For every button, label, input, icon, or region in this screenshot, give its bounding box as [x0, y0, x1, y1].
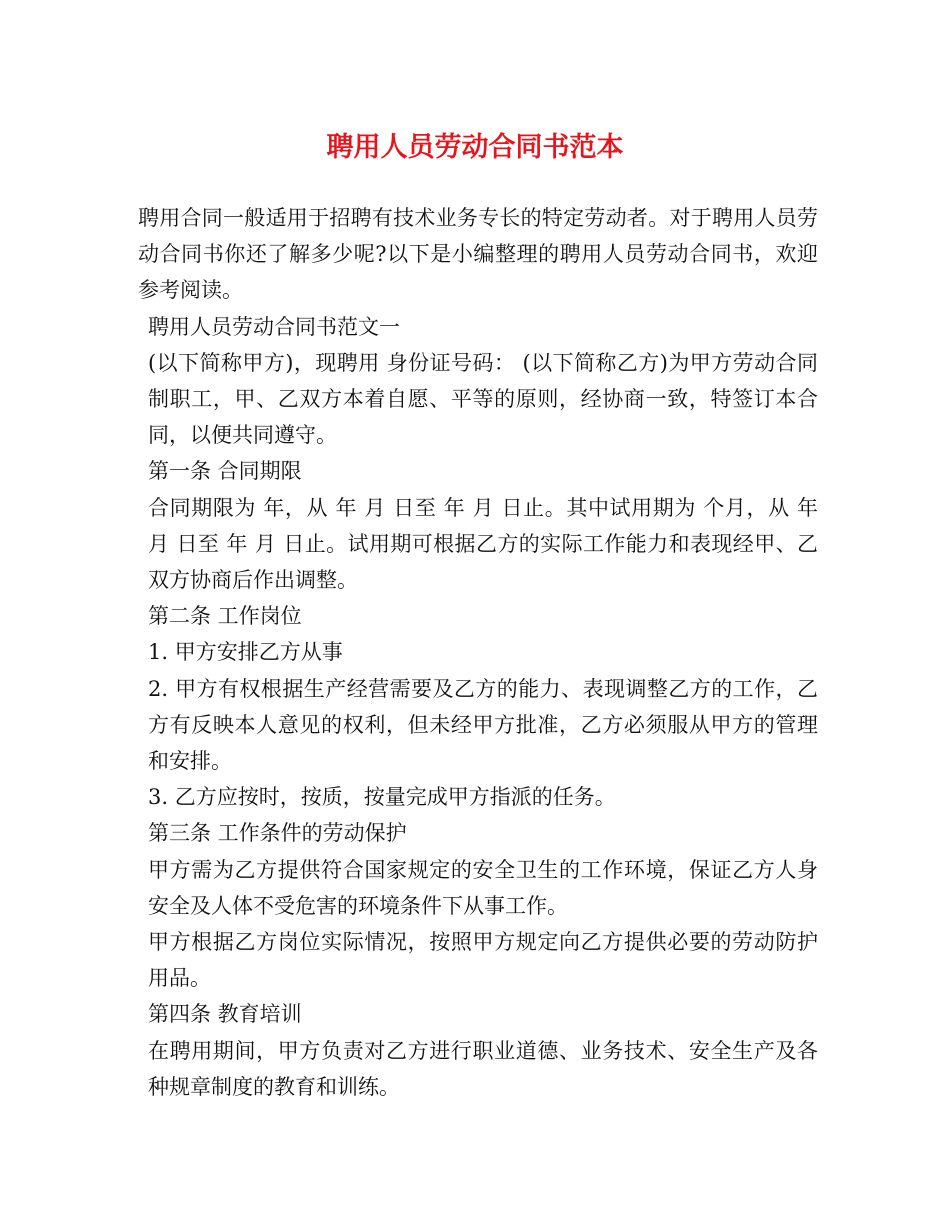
- paragraph-work-environment: 甲方需为乙方提供符合国家规定的安全卫生的工作环境，保证乙方人身安全及人体不受危害的环境条件下从事工作。: [148, 857, 818, 918]
- paragraph-intro: 聘用合同一般适用于招聘有技术业务专长的特定劳动者。对于聘用人员劳动合同书你还了解多少呢?以下是小编整理的聘用人员劳动合同书，欢迎参考阅读。: [138, 206, 818, 303]
- article-heading-3: 第三条 工作条件的劳动保护: [148, 821, 407, 846]
- section-heading-sample-one: 聘用人员劳动合同书范文一: [148, 314, 400, 339]
- document-title: 聘用人员劳动合同书范本: [326, 132, 624, 163]
- paragraph-contract-term: 合同期限为 年，从 年 月 日至 年 月 日止。其中试用期为 个月，从 年 月 日至 年 月 日止。试用期可根据乙方的实际工作能力和表现经甲、乙双方协商后作出调整。: [148, 495, 818, 593]
- paragraph-training: 在聘用期间，甲方负责对乙方进行职业道德、业务技术、安全生产及各种规章制度的教育和训练。: [148, 1038, 818, 1099]
- article-heading-2: 第二条 工作岗位: [148, 604, 302, 629]
- paragraph-protective-equipment: 甲方根据乙方岗位实际情况，按照甲方规定向乙方提供必要的劳动防护用品。: [148, 930, 818, 991]
- document-body: [138, 200, 818, 1105]
- list-item-2: 2. 甲方有权根据生产经营需要及乙方的能力、表现调整乙方的工作，乙方有反映本人意见的权利，但未经甲方批准，乙方必须服从甲方的管理和安排。: [148, 676, 818, 774]
- paragraph-parties: (以下简称甲方)，现聘用 身份证号码： (以下简称乙方)为甲方劳动合同制职工，甲、乙双方本着自愿、平等的原则，经协商一致，特签订本合同，以便共同遵守。: [148, 350, 818, 448]
- article-heading-4: 第四条 教育培训: [148, 1002, 302, 1027]
- list-item-3: 3. 乙方应按时，按质，按量完成甲方指派的任务。: [148, 785, 616, 810]
- article-heading-1: 第一条 合同期限: [148, 459, 302, 484]
- list-item-1: 1. 甲方安排乙方从事: [148, 640, 343, 665]
